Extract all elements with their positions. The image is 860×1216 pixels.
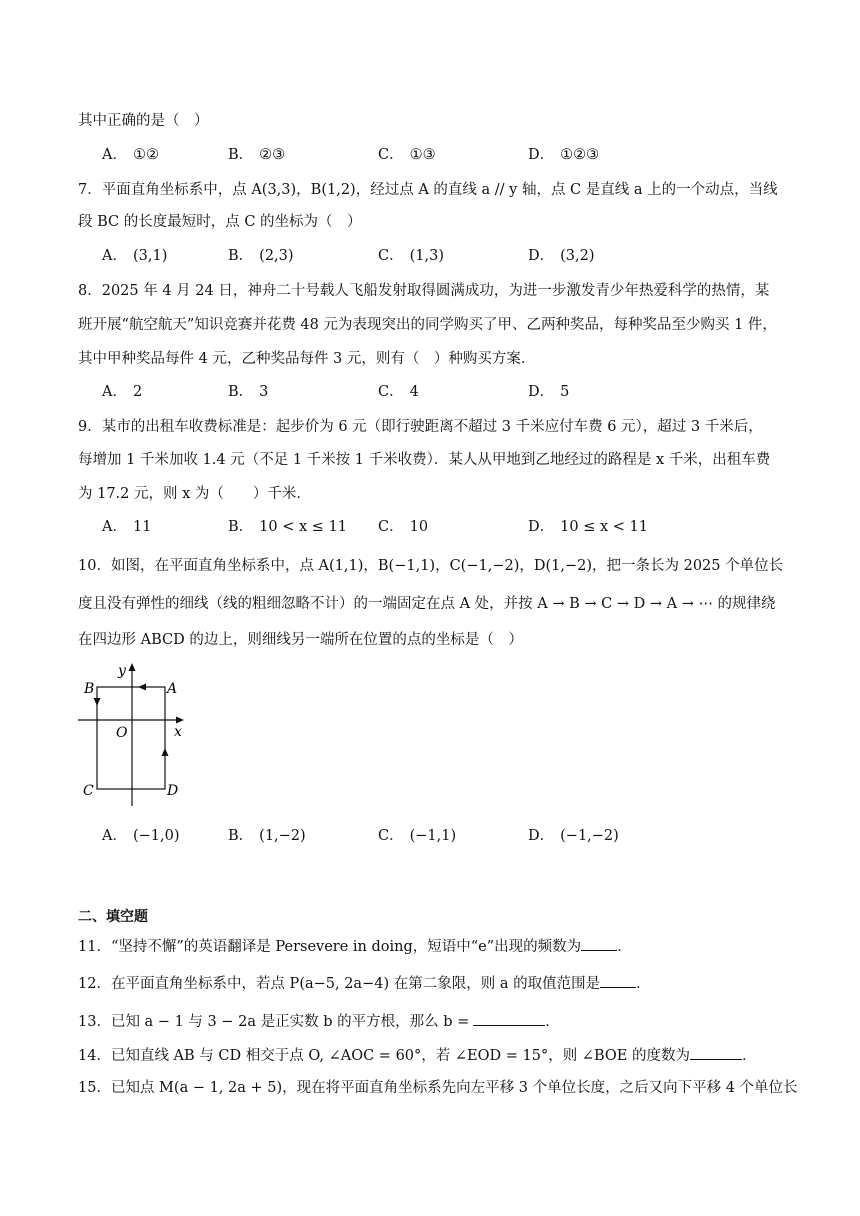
q6-option-d-text: ①②③	[560, 147, 600, 163]
q13-answer-blank[interactable]	[473, 1011, 545, 1026]
q7-option-b-key: B．	[228, 248, 254, 264]
q7-option-c-text: (1,3)	[409, 248, 444, 264]
q10-option-d-text: (−1,−2)	[560, 828, 619, 844]
q8-option-a[interactable]	[102, 382, 142, 402]
q10-line3: 在四边形 ABCD 的边上，则细线另一端所在位置的点的坐标是（ ）	[78, 632, 523, 648]
q9-line1: 9．某市的出租车收费标准是：起步价为 6 元（即行驶距离不超过 3 千米应付车费 6 元），超过 3 千米后，	[78, 419, 763, 435]
q6-option-d[interactable]	[528, 145, 599, 165]
arrow-b-to-c	[94, 698, 101, 706]
q6-option-c-key: C．	[378, 147, 404, 163]
q13	[78, 1011, 560, 1032]
arrow-d-to-a	[162, 748, 169, 756]
q9-option-c-text: 10	[409, 519, 429, 535]
q12	[78, 973, 651, 994]
y-axis-arrow	[129, 663, 136, 671]
q10-option-b-key: B．	[228, 828, 254, 844]
q14-end: ．	[741, 1048, 757, 1064]
q11-end: ．	[617, 939, 632, 955]
q6-option-c[interactable]	[378, 145, 436, 165]
q8-line2: 班开展“航空航天”知识竞赛并花费 48 元为表现突出的同学购买了甲、乙两种奖品，每种奖品至少购买 1 件，	[78, 317, 777, 333]
q12-end: ．	[636, 976, 651, 992]
q8-options	[102, 382, 802, 402]
q10-option-c-key: C．	[378, 828, 404, 844]
q14-answer-blank[interactable]	[690, 1045, 742, 1060]
q9-option-b-key: B．	[228, 519, 254, 535]
arrow-a-to-b	[138, 684, 146, 691]
q7-option-d-text: (3,2)	[560, 248, 595, 264]
q6-option-c-text: ①③	[409, 147, 436, 163]
q12-text: 12．在平面直角坐标系中，若点 P(a−5, 2a−4) 在第二象限，则 a 的取值范围是	[78, 976, 601, 992]
q14	[78, 1045, 756, 1066]
q7-option-b-text: (2,3)	[259, 248, 294, 264]
q9-option-b-text: 10 < x ≤ 11	[259, 519, 347, 535]
label-b: B	[84, 681, 95, 697]
q8-option-c-text: 4	[409, 384, 419, 400]
q10-option-d-key: D．	[528, 828, 555, 844]
q9-option-a-text: 11	[132, 519, 152, 535]
q10-option-b[interactable]	[228, 826, 306, 846]
q7-option-c[interactable]	[378, 246, 444, 266]
q7-option-a-text: (3,1)	[132, 248, 168, 264]
q8-option-d-key: D．	[528, 384, 555, 400]
q8-line1: 8．2025 年 4 月 24 日，神舟二十号载人飞船发射取得圆满成功，为进一步激发青少年热爱科学的热情，某	[78, 283, 770, 299]
q12-answer-blank[interactable]	[600, 973, 636, 988]
q6-stem: 其中正确的是（ ）	[78, 113, 209, 129]
q9-option-d[interactable]	[528, 517, 648, 537]
q8-option-b[interactable]	[228, 382, 268, 402]
q9-option-a-key: A．	[102, 519, 127, 535]
q8-option-c[interactable]	[378, 382, 419, 402]
q13-text: 13．已知 a − 1 与 3 − 2a 是正实数 b 的平方根，那么 b =	[78, 1014, 470, 1030]
q10-line2: 度且没有弹性的细线（线的粗细忽略不计）的一端固定在点 A 处，并按 A → B → C → D → A → ⋯ 的规律绕	[78, 596, 776, 612]
q10-option-a-text: (−1,0)	[132, 828, 180, 844]
q10-option-c-text: (−1,1)	[409, 828, 457, 844]
q8-option-a-text: 2	[132, 384, 143, 400]
q13-end: ．	[545, 1014, 560, 1030]
q7-option-d[interactable]	[528, 246, 595, 266]
q6-option-d-key: D．	[528, 147, 555, 163]
label-x: x	[174, 724, 182, 740]
q7-options	[102, 246, 802, 266]
q9-line2: 每增加 1 千米加收 1.4 元（不足 1 千米按 1 千米收费）．某人从甲地到乙地经过的路程是 x 千米，出租车费	[78, 452, 771, 468]
q15: 15．已知点 M(a − 1, 2a + 5)，现在将平面直角坐标系先向左平移 3 个单位长度，之后又向下平移 4 个单位长	[78, 1080, 798, 1096]
q7-option-a-key: A．	[102, 248, 127, 264]
x-axis-arrow	[176, 717, 184, 724]
q6-option-b[interactable]	[228, 145, 285, 165]
q7-line1: 7．平面直角坐标系中，点 A(3,3)，B(1,2)，经过点 A 的直线 a // y 轴，点 C 是直线 a 上的一个动点，当线	[78, 182, 778, 198]
label-y: y	[118, 663, 126, 679]
q6-option-b-text: ②③	[259, 147, 286, 163]
q9-option-b[interactable]	[228, 517, 347, 537]
label-o: O	[116, 725, 128, 741]
q10-option-b-text: (1,−2)	[259, 828, 306, 844]
q11-answer-blank[interactable]	[581, 936, 617, 951]
q7-option-c-key: C．	[378, 248, 404, 264]
q8-option-c-key: C．	[378, 384, 404, 400]
q10-option-d[interactable]	[528, 826, 619, 846]
q6-option-a[interactable]	[102, 145, 159, 165]
q10-options	[102, 826, 802, 846]
q9-option-d-key: D．	[528, 519, 555, 535]
q9-option-d-text: 10 ≤ x < 11	[560, 519, 648, 535]
q6-option-b-key: B．	[228, 147, 254, 163]
section-fill-in-title: 二、填空题	[78, 909, 148, 925]
q8-line3: 其中甲种奖品每件 4 元，乙种奖品每件 3 元，则有（ ）种购买方案．	[78, 351, 536, 367]
q6-option-a-text: ①②	[132, 147, 159, 163]
label-d: D	[167, 783, 179, 799]
q9-option-c[interactable]	[378, 517, 428, 537]
q9-options	[102, 517, 802, 537]
q9-option-a[interactable]	[102, 517, 151, 537]
q9-option-c-key: C．	[378, 519, 404, 535]
q10-figure	[74, 660, 194, 808]
q8-option-d[interactable]	[528, 382, 569, 402]
q10-option-a[interactable]	[102, 826, 180, 846]
q11	[78, 936, 632, 957]
label-a: A	[167, 681, 178, 697]
q8-option-b-text: 3	[259, 384, 269, 400]
label-c: C	[83, 783, 94, 799]
q8-option-d-text: 5	[560, 384, 570, 400]
q6-options	[102, 145, 802, 165]
q7-option-a[interactable]	[102, 246, 167, 266]
q9-line3: 为 17.2 元，则 x 为（ ）千米．	[78, 486, 311, 502]
rectangle-abcd	[97, 687, 165, 789]
q8-option-b-key: B．	[228, 384, 254, 400]
q10-option-a-key: A．	[102, 828, 127, 844]
q11-text: 11．“坚持不懈”的英语翻译是 Persevere in doing，短语中“e”出现的频数为	[78, 939, 582, 955]
q10-option-c[interactable]	[378, 826, 456, 846]
q6-option-a-key: A．	[102, 147, 127, 163]
q10-line1: 10．如图，在平面直角坐标系中，点 A(1,1)，B(−1,1)，C(−1,−2)，D(1,−2)，把一条长为 2025 个单位长	[78, 558, 784, 574]
q7-option-b[interactable]	[228, 246, 294, 266]
q8-option-a-key: A．	[102, 384, 127, 400]
q7-option-d-key: D．	[528, 248, 555, 264]
q14-text: 14．已知直线 AB 与 CD 相交于点 O, ∠AOC = 60°，若 ∠EOD = 15°，则 ∠BOE 的度数为	[78, 1048, 690, 1064]
q7-line2: 段 BC 的长度最短时，点 C 的坐标为（ ）	[78, 214, 362, 230]
